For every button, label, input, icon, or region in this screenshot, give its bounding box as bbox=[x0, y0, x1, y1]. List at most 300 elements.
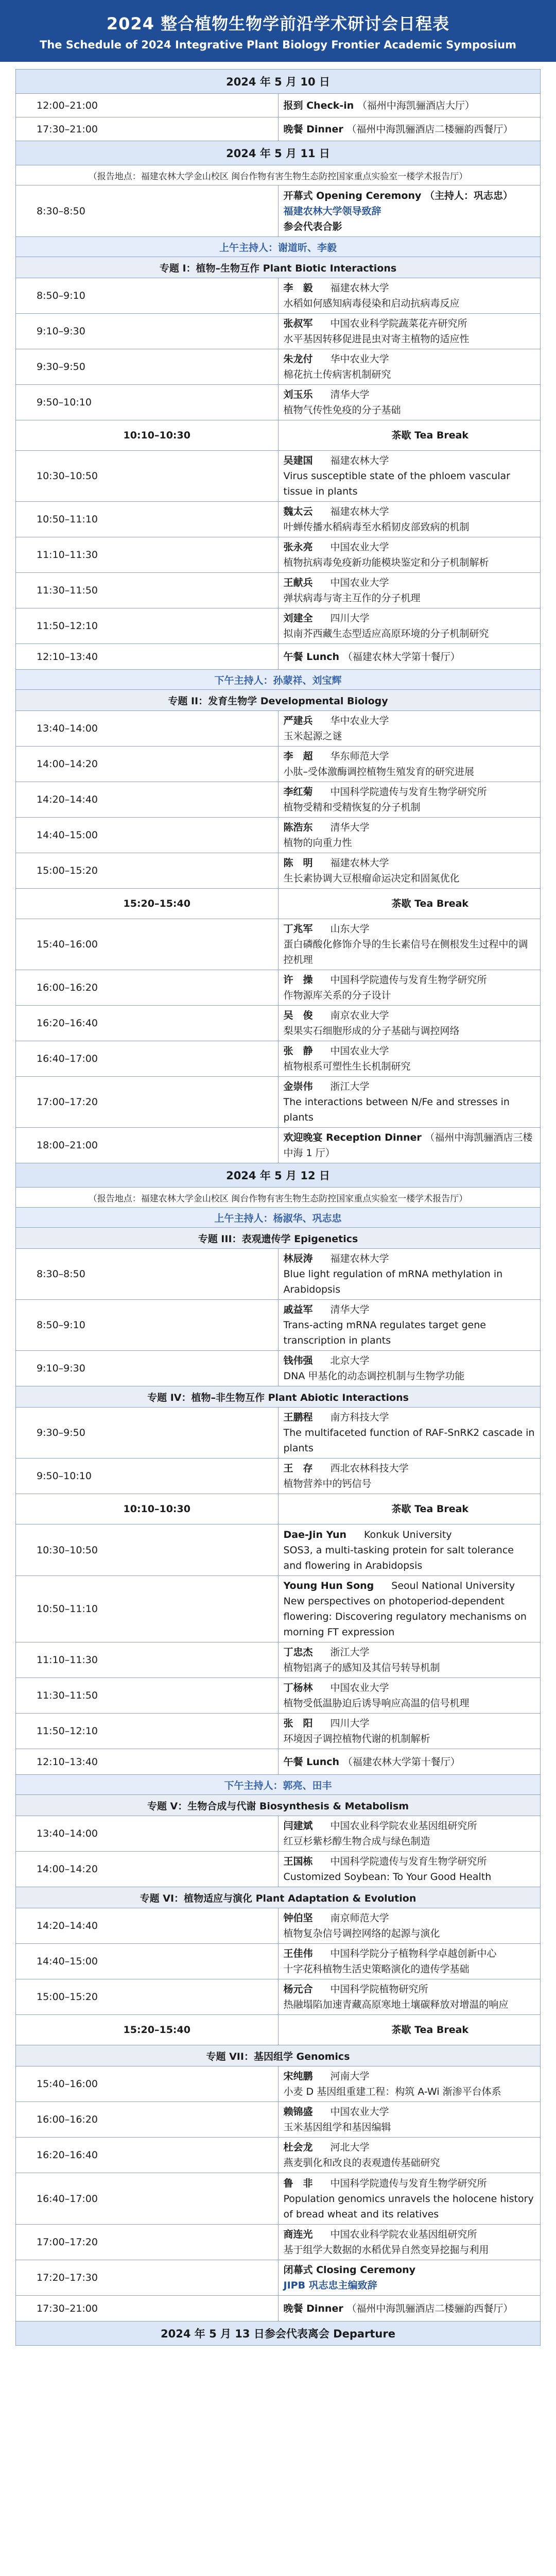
talk-title: 叶蝉传播水稻病毒至水稻韧皮部致病的机制 bbox=[283, 521, 470, 533]
session-title: 专题 III：表观遗传学 Epigenetics bbox=[16, 1228, 541, 1249]
speaker-name: 丁杨林 bbox=[283, 1682, 313, 1693]
speaker-affiliation: 中国科学院分子植物科学卓越创新中心 bbox=[330, 1948, 497, 1959]
content-cell bbox=[278, 1006, 541, 1041]
speaker-name: 陈浩东 bbox=[283, 822, 313, 833]
speaker-affiliation: 中国农业大学 bbox=[330, 2106, 389, 2117]
talk-row bbox=[16, 1351, 541, 1386]
talk-title: The interactions between N/Fe and stresses in plants bbox=[283, 1096, 510, 1123]
tea-break-label: 茶歇 Tea Break bbox=[391, 1503, 469, 1515]
speaker-line bbox=[284, 1079, 535, 1094]
time-cell: 17:20–17:30 bbox=[16, 2260, 279, 2296]
chair-row bbox=[16, 1208, 541, 1228]
talk-row bbox=[16, 2066, 541, 2102]
talk-row bbox=[16, 2225, 541, 2260]
speaker-affiliation: 山东大学 bbox=[330, 923, 370, 935]
talk-title: 植物营养中的钙信号 bbox=[283, 1478, 372, 1489]
event-label: 午餐 Lunch bbox=[283, 1756, 340, 1768]
speaker-affiliation: 中国科学院遗传与发育生物学研究所 bbox=[330, 974, 487, 986]
speaker-line bbox=[284, 713, 535, 728]
speaker-name: 王国栋 bbox=[283, 1856, 313, 1867]
event-location: （福州中海凯骊酒店三楼中海 1 厅） bbox=[283, 1132, 533, 1159]
speaker-line bbox=[284, 855, 535, 871]
time-cell: 11:50–12:10 bbox=[16, 608, 279, 644]
talk-title: 环境因子调控植物代谢的机制解析 bbox=[283, 1733, 430, 1744]
venue-text: （报告地点：福建农林大学金山校区 闽台作物有害生物生态防控国家重点实验室一楼学术报告厅） bbox=[16, 1188, 541, 1208]
time-cell: 16:20–16:40 bbox=[16, 2138, 279, 2173]
break-row bbox=[16, 889, 541, 919]
time-cell: 14:40–15:00 bbox=[16, 1944, 279, 1979]
content-cell bbox=[278, 2173, 541, 2225]
time-cell: 8:30–8:50 bbox=[16, 185, 279, 237]
speaker-name: 闫建斌 bbox=[283, 1820, 313, 1832]
talk-row bbox=[16, 1408, 541, 1459]
speaker-affiliation: 清华大学 bbox=[330, 822, 370, 833]
event-row bbox=[16, 185, 541, 237]
event-location: （福州中海凯骊酒店大厅） bbox=[357, 99, 475, 111]
time-cell: 17:00–17:20 bbox=[16, 2225, 279, 2260]
content-cell bbox=[278, 185, 541, 237]
time-cell: 11:30–11:50 bbox=[16, 573, 279, 608]
speaker-name: 吴 俊 bbox=[283, 1010, 313, 1021]
speaker-name: 钟伯坚 bbox=[283, 1912, 313, 1924]
session-row bbox=[16, 1887, 541, 1908]
talk-row bbox=[16, 853, 541, 889]
speaker-line bbox=[284, 1716, 535, 1731]
talk-row bbox=[16, 970, 541, 1006]
talk-title: 十字花科植物生活史策略演化的遗传学基础 bbox=[283, 1963, 470, 1975]
speaker-name: 魏太云 bbox=[283, 506, 313, 517]
speaker-affiliation: 中国农业大学 bbox=[330, 1682, 389, 1693]
speaker-name: 杜会龙 bbox=[283, 2142, 313, 2153]
talk-row bbox=[16, 1041, 541, 1077]
speaker-line bbox=[284, 280, 535, 296]
session-row bbox=[16, 1386, 541, 1408]
time-cell: 9:30–9:50 bbox=[16, 349, 279, 385]
time-cell: 9:10–9:30 bbox=[16, 1351, 279, 1386]
time-cell: 15:00–15:20 bbox=[16, 853, 279, 889]
talk-row bbox=[16, 1006, 541, 1041]
chair-row bbox=[16, 1775, 541, 1795]
time-cell: 16:00–16:20 bbox=[16, 970, 279, 1006]
talk-title: 梨果实石细胞形成的分子基础与调控网络 bbox=[283, 1025, 460, 1037]
time-cell: 17:30–21:00 bbox=[16, 117, 279, 141]
event-location: （福州中海凯骊酒店二楼骊韵西餐厅） bbox=[346, 123, 513, 135]
speaker-affiliation: 福建农林大学 bbox=[330, 857, 389, 869]
event-row bbox=[16, 644, 541, 670]
talk-title: SOS3, a multi-tasking protein for salt tolerance and flowering in Arabidopsis bbox=[283, 1544, 514, 1571]
talk-title: 植物受精和受精恢复的分子机制 bbox=[283, 802, 421, 813]
event-location: （福建农林大学第十餐厅） bbox=[342, 651, 460, 663]
event-label: 欢迎晚宴 Reception Dinner bbox=[283, 1132, 422, 1143]
talk-title: Trans-acting mRNA regulates target gene transcription in plants bbox=[283, 1319, 486, 1346]
talk-row bbox=[16, 818, 541, 853]
talk-row bbox=[16, 349, 541, 385]
speaker-name: 李 超 bbox=[283, 751, 313, 762]
speaker-name: 赖锦盛 bbox=[283, 2106, 313, 2117]
talk-title: 弹状病毒与寄主互作的分子机理 bbox=[283, 592, 421, 604]
speaker-line bbox=[284, 2104, 535, 2120]
venue-row bbox=[16, 165, 541, 185]
talk-title: 蛋白磷酸化修饰介导的生长素信号在侧根发生过程中的调控机理 bbox=[283, 939, 528, 965]
content-cell bbox=[278, 1944, 541, 1979]
time-cell: 10:10–10:30 bbox=[16, 420, 279, 451]
talk-title: The multifaceted function of RAF-SnRK2 cascade in plants bbox=[283, 1427, 535, 1454]
time-cell: 12:10–13:40 bbox=[16, 1749, 279, 1775]
speaker-line bbox=[284, 2227, 535, 2242]
speaker-line bbox=[284, 1818, 535, 1834]
talk-title: 生长素协调大豆根瘤命运决定和固氮优化 bbox=[283, 873, 460, 884]
venue-text: （报告地点：福建农林大学金山校区 闽台作物有害生物生态防控国家重点实验室一楼学术报告厅） bbox=[16, 165, 541, 185]
content-cell bbox=[278, 314, 541, 349]
time-cell: 14:00–14:20 bbox=[16, 1852, 279, 1887]
content-cell bbox=[278, 970, 541, 1006]
speaker-affiliation: 中国农业大学 bbox=[330, 1045, 389, 1057]
speaker-name: 鲁 非 bbox=[283, 2177, 313, 2189]
talk-title: DNA 甲基化的动态调控机制与生物学功能 bbox=[283, 1370, 465, 1382]
tea-break-label: 茶歇 Tea Break bbox=[391, 430, 469, 441]
talk-title: 热融塌陷加速青藏高原寒地土壤碳释放对增温的响应 bbox=[283, 1999, 509, 2010]
speaker-name: 陈 明 bbox=[283, 857, 313, 869]
event-row bbox=[16, 1128, 541, 1163]
speaker-line bbox=[284, 1946, 535, 1961]
session-chairs: 下午主持人：郭亮、田丰 bbox=[16, 1775, 541, 1795]
speaker-affiliation: 四川大学 bbox=[330, 1718, 370, 1729]
speaker-name: 王献兵 bbox=[283, 577, 313, 588]
event-label: 晚餐 Dinner bbox=[283, 2302, 343, 2314]
speaker-name: 商连光 bbox=[283, 2229, 313, 2240]
content-cell bbox=[278, 2296, 541, 2321]
talk-title: 植物复杂信号调控网络的起源与演化 bbox=[283, 1928, 440, 1939]
content-cell bbox=[278, 1576, 541, 1642]
speaker-line bbox=[284, 1410, 535, 1425]
time-cell: 16:40–17:00 bbox=[16, 2173, 279, 2225]
speaker-affiliation: 福建农林大学 bbox=[330, 506, 389, 517]
speaker-name: 戚益军 bbox=[283, 1304, 313, 1315]
content-cell bbox=[278, 1749, 541, 1775]
content-cell bbox=[278, 1041, 541, 1077]
speaker-affiliation: 四川大学 bbox=[330, 613, 370, 624]
time-cell: 9:50–10:10 bbox=[16, 385, 279, 420]
speaker-name: 杨元合 bbox=[283, 1984, 313, 1995]
time-cell: 15:40–16:00 bbox=[16, 2066, 279, 2102]
time-cell: 14:40–15:00 bbox=[16, 818, 279, 853]
speaker-affiliation: 中国科学院遗传与发育生物学研究所 bbox=[330, 2177, 487, 2189]
speaker-name: 王佳伟 bbox=[283, 1948, 313, 1959]
talk-title: 小麦 D 基因组重建工程：构筑 A-Wi 渐渗平台体系 bbox=[283, 2086, 501, 2097]
content-cell bbox=[278, 711, 541, 747]
speaker-name: Young Hun Song bbox=[283, 1580, 374, 1591]
talk-row bbox=[16, 502, 541, 537]
session-row bbox=[16, 1228, 541, 1249]
speaker-line bbox=[284, 1251, 535, 1266]
speaker-line bbox=[284, 1353, 535, 1368]
speaker-affiliation: 福建农林大学 bbox=[330, 282, 389, 294]
speaker-name: 张永亮 bbox=[283, 541, 313, 553]
speaker-line bbox=[284, 1527, 535, 1543]
content-cell bbox=[278, 2015, 541, 2045]
tea-break-label: 茶歇 Tea Break bbox=[391, 898, 469, 909]
speaker-affiliation: 中国科学院植物研究所 bbox=[330, 1984, 428, 1995]
day-title: 2024 年 5 月 10 日 bbox=[16, 70, 541, 94]
talk-row bbox=[16, 1459, 541, 1494]
speaker-name: 王 存 bbox=[283, 1463, 313, 1474]
talk-title: 玉米基因组学和基因编辑 bbox=[283, 2122, 391, 2133]
talk-title: 植物气传性免疫的分子基础 bbox=[283, 404, 401, 416]
content-cell bbox=[278, 2225, 541, 2260]
speaker-line bbox=[284, 1854, 535, 1869]
content-cell bbox=[278, 889, 541, 919]
talk-row bbox=[16, 1816, 541, 1852]
speaker-line bbox=[284, 539, 535, 555]
speaker-line bbox=[284, 2176, 535, 2191]
content-cell bbox=[278, 747, 541, 782]
talk-row bbox=[16, 1714, 541, 1749]
talk-row bbox=[16, 2102, 541, 2138]
time-cell: 8:50–9:10 bbox=[16, 278, 279, 314]
speaker-affiliation: 河北大学 bbox=[330, 2142, 370, 2153]
speaker-line bbox=[284, 611, 535, 626]
speaker-line bbox=[284, 1043, 535, 1059]
speaker-line bbox=[284, 921, 535, 937]
speaker-name: 朱龙付 bbox=[283, 353, 313, 365]
content-cell bbox=[278, 1852, 541, 1887]
speaker-name: 李红菊 bbox=[283, 786, 313, 798]
content-cell bbox=[278, 1524, 541, 1576]
speaker-affiliation: 中国农业科学院农业基因组研究所 bbox=[330, 2229, 477, 2240]
content-cell bbox=[278, 608, 541, 644]
event-row bbox=[16, 1749, 541, 1775]
time-cell: 16:00–16:20 bbox=[16, 2102, 279, 2138]
speaker-affiliation: 河南大学 bbox=[330, 2071, 370, 2082]
time-cell: 17:30–21:00 bbox=[16, 2296, 279, 2321]
speaker-name: 张 阳 bbox=[283, 1718, 313, 1729]
session-row bbox=[16, 1795, 541, 1816]
break-row bbox=[16, 1494, 541, 1524]
content-cell bbox=[278, 117, 541, 141]
content-cell bbox=[278, 2066, 541, 2102]
speaker-line bbox=[284, 1981, 535, 1997]
time-cell: 13:40–14:00 bbox=[16, 1816, 279, 1852]
talk-title: Customized Soybean: To Your Good Health bbox=[283, 1871, 492, 1883]
day-header-row bbox=[16, 1163, 541, 1188]
time-cell: 8:30–8:50 bbox=[16, 1249, 279, 1300]
time-cell: 12:10–13:40 bbox=[16, 644, 279, 670]
content-cell bbox=[278, 818, 541, 853]
speaker-line bbox=[284, 1910, 535, 1926]
content-cell bbox=[278, 1300, 541, 1351]
time-cell: 14:20–14:40 bbox=[16, 782, 279, 818]
talk-row bbox=[16, 1908, 541, 1944]
session-chairs: 上午主持人：谢道昕、李毅 bbox=[16, 237, 541, 257]
content-cell bbox=[278, 537, 541, 573]
session-row bbox=[16, 257, 541, 278]
content-cell bbox=[278, 349, 541, 385]
talk-row bbox=[16, 1524, 541, 1576]
time-cell: 15:00–15:20 bbox=[16, 1979, 279, 2015]
talk-row bbox=[16, 747, 541, 782]
talk-row bbox=[16, 278, 541, 314]
speaker-affiliation: 华东师范大学 bbox=[330, 751, 389, 762]
speaker-affiliation: 北京大学 bbox=[330, 1355, 370, 1366]
content-cell bbox=[278, 1459, 541, 1494]
talk-row bbox=[16, 573, 541, 608]
time-cell: 18:00–21:00 bbox=[16, 1128, 279, 1163]
session-row bbox=[16, 2045, 541, 2066]
time-cell: 12:00–21:00 bbox=[16, 94, 279, 117]
speaker-affiliation: 南方科技大学 bbox=[330, 1412, 389, 1423]
event-line bbox=[284, 1130, 535, 1161]
time-cell: 10:30–10:50 bbox=[16, 1524, 279, 1576]
chair-row bbox=[16, 670, 541, 690]
closing-line: JIPB 巩志忠主编致辞 bbox=[283, 2280, 377, 2291]
session-chairs: 下午主持人：孙蒙祥、刘宝辉 bbox=[16, 670, 541, 690]
speaker-line bbox=[284, 1008, 535, 1023]
talk-title: Blue light regulation of mRNA methylation in Arabidopsis bbox=[283, 1268, 503, 1295]
time-cell: 11:30–11:50 bbox=[16, 1678, 279, 1714]
talk-row bbox=[16, 1678, 541, 1714]
talk-row bbox=[16, 919, 541, 970]
content-cell bbox=[278, 1678, 541, 1714]
talk-row bbox=[16, 451, 541, 502]
break-row bbox=[16, 2015, 541, 2045]
opening-line: 开幕式 Opening Ceremony （主持人：巩志忠） bbox=[283, 190, 513, 201]
talk-row bbox=[16, 1979, 541, 2015]
talk-title: 植物受低温胁迫后诱导响应高温的信号机理 bbox=[283, 1698, 470, 1709]
speaker-name: 李 毅 bbox=[283, 282, 313, 294]
speaker-affiliation: 中国农业大学 bbox=[330, 577, 389, 588]
time-cell: 17:00–17:20 bbox=[16, 1077, 279, 1128]
session-chairs: 上午主持人：杨淑华、巩志忠 bbox=[16, 1208, 541, 1228]
content-cell bbox=[278, 1351, 541, 1386]
content-cell bbox=[278, 1077, 541, 1128]
talk-title: 植物根系可塑性生长机制研究 bbox=[283, 1061, 411, 1072]
speaker-line bbox=[284, 972, 535, 988]
content-cell bbox=[278, 385, 541, 420]
talk-title: 红豆杉紫杉醇生物合成与绿色制造 bbox=[283, 1836, 430, 1847]
talk-title: 植物铝离子的感知及其信号转导机制 bbox=[283, 1662, 440, 1673]
content-cell bbox=[278, 2138, 541, 2173]
event-label: 报到 Check-in bbox=[283, 99, 354, 111]
speaker-name: 刘玉乐 bbox=[283, 389, 313, 400]
speaker-affiliation: 南京师范大学 bbox=[330, 1912, 389, 1924]
content-cell bbox=[278, 853, 541, 889]
speaker-affiliation: 西北农林科技大学 bbox=[330, 1463, 409, 1474]
time-cell: 8:50–9:10 bbox=[16, 1300, 279, 1351]
content-cell bbox=[278, 782, 541, 818]
content-cell bbox=[278, 1408, 541, 1459]
speaker-line bbox=[284, 1645, 535, 1660]
content-cell bbox=[278, 1128, 541, 1163]
venue-row bbox=[16, 1188, 541, 1208]
tea-break-label: 茶歇 Tea Break bbox=[391, 2024, 469, 2036]
talk-title: 基于组学大数据的水稻优异自然变异挖掘与利用 bbox=[283, 2244, 489, 2256]
talk-row bbox=[16, 2138, 541, 2173]
schedule-container bbox=[0, 62, 556, 2346]
speaker-line bbox=[284, 1461, 535, 1476]
content-cell bbox=[278, 1714, 541, 1749]
speaker-line bbox=[284, 2140, 535, 2155]
time-cell: 11:10–11:30 bbox=[16, 1642, 279, 1678]
content-cell bbox=[278, 1494, 541, 1524]
page-header bbox=[0, 0, 556, 62]
speaker-affiliation: 中国科学院遗传与发育生物学研究所 bbox=[330, 1856, 487, 1867]
talk-title: 拟南芥西藏生态型适应高原环境的分子机制研究 bbox=[283, 628, 489, 639]
schedule-table bbox=[15, 69, 541, 2346]
speaker-name: 张 静 bbox=[283, 1045, 313, 1057]
chair-row bbox=[16, 237, 541, 257]
content-cell bbox=[278, 94, 541, 117]
talk-row bbox=[16, 1944, 541, 1979]
speaker-affiliation: 中国科学院遗传与发育生物学研究所 bbox=[330, 786, 487, 798]
speaker-name: 金崇伟 bbox=[283, 1081, 313, 1092]
speaker-affiliation: Konkuk University bbox=[364, 1529, 452, 1540]
time-cell: 15:20–15:40 bbox=[16, 2015, 279, 2045]
content-cell bbox=[278, 2260, 541, 2296]
session-row bbox=[16, 690, 541, 711]
speaker-name: 刘建全 bbox=[283, 613, 313, 624]
speaker-name: 吴建国 bbox=[283, 455, 313, 466]
talk-row bbox=[16, 314, 541, 349]
talk-row bbox=[16, 711, 541, 747]
session-title: 专题 V：生物合成与代谢 Biosynthesis & Metabolism bbox=[16, 1795, 541, 1816]
speaker-line bbox=[284, 1578, 535, 1594]
day-header-row bbox=[16, 70, 541, 94]
content-cell bbox=[278, 1249, 541, 1300]
content-cell bbox=[278, 2102, 541, 2138]
talk-row bbox=[16, 608, 541, 644]
speaker-name: 丁兆军 bbox=[283, 923, 313, 935]
opening-line: 参会代表合影 bbox=[283, 221, 342, 232]
day-header-row bbox=[16, 141, 541, 165]
talk-title: 玉米起源之谜 bbox=[283, 731, 342, 742]
event-location: （福州中海凯骊酒店二楼骊韵西餐厅） bbox=[346, 2302, 513, 2314]
time-cell: 10:10–10:30 bbox=[16, 1494, 279, 1524]
day-title: 2024 年 5 月 11 日 bbox=[16, 141, 541, 165]
speaker-name: 王鹏程 bbox=[283, 1412, 313, 1423]
content-cell bbox=[278, 573, 541, 608]
talk-row bbox=[16, 537, 541, 573]
content-cell bbox=[278, 451, 541, 502]
content-cell bbox=[278, 644, 541, 670]
speaker-affiliation: 华中农业大学 bbox=[330, 715, 389, 726]
speaker-name: 宋纯鹏 bbox=[283, 2071, 313, 2082]
speaker-line bbox=[284, 504, 535, 519]
speaker-affiliation: 浙江大学 bbox=[330, 1081, 370, 1092]
speaker-line bbox=[284, 453, 535, 468]
event-row bbox=[16, 2296, 541, 2321]
speaker-name: 严建兵 bbox=[283, 715, 313, 726]
speaker-affiliation: 南京农业大学 bbox=[330, 1010, 389, 1021]
talk-title: 小肽–受体激酶调控植物生殖发育的研究进展 bbox=[283, 766, 475, 777]
content-cell bbox=[278, 420, 541, 451]
day-header-row bbox=[16, 2321, 541, 2346]
event-line bbox=[284, 1754, 535, 1770]
page-title: 2024 整合植物生物学前沿学术研讨会日程表 bbox=[106, 14, 450, 33]
talk-row bbox=[16, 1077, 541, 1128]
talk-row bbox=[16, 1300, 541, 1351]
talk-row bbox=[16, 385, 541, 420]
talk-title: 植物的向重力性 bbox=[283, 837, 352, 849]
day-title: 2024 年 5 月 12 日 bbox=[16, 1163, 541, 1188]
time-cell: 11:50–12:10 bbox=[16, 1714, 279, 1749]
speaker-line bbox=[284, 351, 535, 367]
session-title: 专题 IV：植物–非生物互作 Plant Abiotic Interactions bbox=[16, 1386, 541, 1408]
event-line bbox=[284, 2301, 535, 2316]
talk-title: 水稻如何感知病毒侵染和启动抗病毒反应 bbox=[283, 298, 460, 309]
talk-title: 燕麦驯化和改良的表观遗传基础研究 bbox=[283, 2157, 440, 2168]
speaker-line bbox=[284, 749, 535, 764]
time-cell: 11:10–11:30 bbox=[16, 537, 279, 573]
